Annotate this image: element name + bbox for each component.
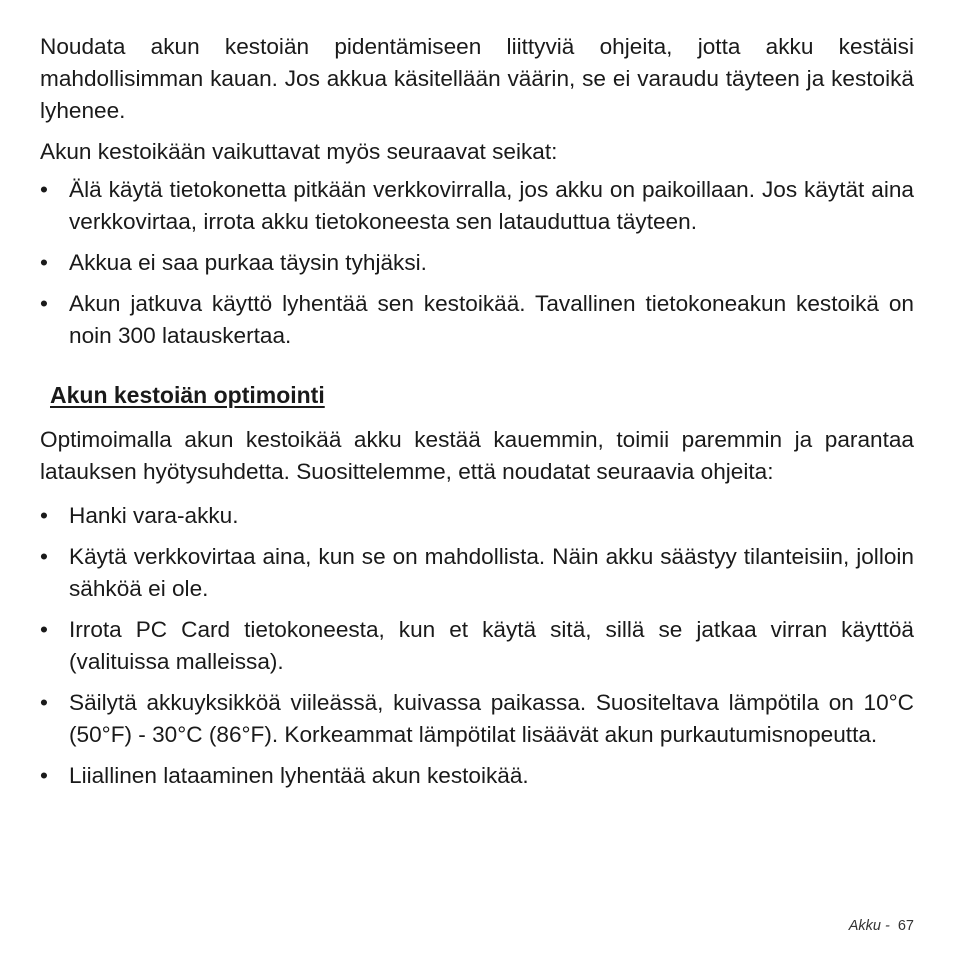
list-item-text: Käytä verkkovirtaa aina, kun se on mahdollista. Näin akku säästyy tilanteisiin, jolloin sähköä ei ole. [69, 544, 914, 601]
list-item-text: Irrota PC Card tietokoneesta, kun et käytä sitä, sillä se jatkaa virran käyttöä (valituissa malleissa). [69, 617, 914, 674]
bullet-icon: • [40, 544, 48, 569]
page-footer [849, 918, 914, 934]
bullet-icon: • [40, 763, 48, 788]
list-item [40, 247, 914, 279]
intro-paragraph: Noudata akun kestoiän pidentämiseen liittyviä ohjeita, jotta akku kestäisi mahdollisimman kauan. Jos akkua käsitellään väärin, se ei varaudu täyteen ja kestoikä lyhenee. [40, 34, 914, 123]
list-item [40, 614, 914, 678]
bullet-icon: • [40, 177, 48, 202]
factors-lead: Akun kestoikään vaikuttavat myös seuraavat seikat: [40, 139, 558, 164]
list-item-text: Älä käytä tietokonetta pitkään verkkovirralla, jos akku on paikoillaan. Jos käytät aina verkkovirtaa, irrota akku tietokoneesta sen latauduttua täyteen. [69, 177, 914, 234]
list-item-text: Liiallinen lataaminen lyhentää akun kestoikää. [69, 763, 529, 788]
list-item-text: Akun jatkuva käyttö lyhentää sen kestoikää. Tavallinen tietokoneakun kestoikä on noin 300 latauskertaa. [69, 291, 914, 348]
list-item-text: Hanki vara-akku. [69, 503, 239, 528]
page-number: 67 [897, 918, 914, 934]
list-item [40, 760, 914, 792]
list-item [40, 500, 914, 532]
bullet-icon: • [40, 690, 48, 715]
list-item-text: Säilytä akkuyksikköä viileässä, kuivassa paikassa. Suositeltava lämpötila on 10°C (50°F) - 30°C (86°F). Korkeammat lämpötilat lisäävät akun purkautumisnopeutta. [69, 690, 914, 747]
list-item [40, 174, 914, 238]
tips-list [40, 500, 914, 792]
bullet-icon: • [40, 291, 48, 316]
list-item-text: Akkua ei saa purkaa täysin tyhjäksi. [69, 250, 427, 275]
document-page [40, 31, 914, 801]
section-paragraph: Optimoimalla akun kestoikää akku kestää kauemmin, toimii paremmin ja parantaa latauksen hyötysuhdetta. Suosittelemme, että noudatat seuraavia ohjeita: [40, 427, 914, 484]
section-heading: Akun kestoiän optimointi [50, 382, 325, 408]
bullet-icon: • [40, 250, 48, 275]
list-item [40, 541, 914, 605]
factors-list [40, 174, 914, 352]
list-item [40, 288, 914, 352]
bullet-icon: • [40, 617, 48, 642]
list-item [40, 687, 914, 751]
footer-section-label: Akku - [848, 918, 890, 934]
bullet-icon: • [40, 503, 48, 528]
